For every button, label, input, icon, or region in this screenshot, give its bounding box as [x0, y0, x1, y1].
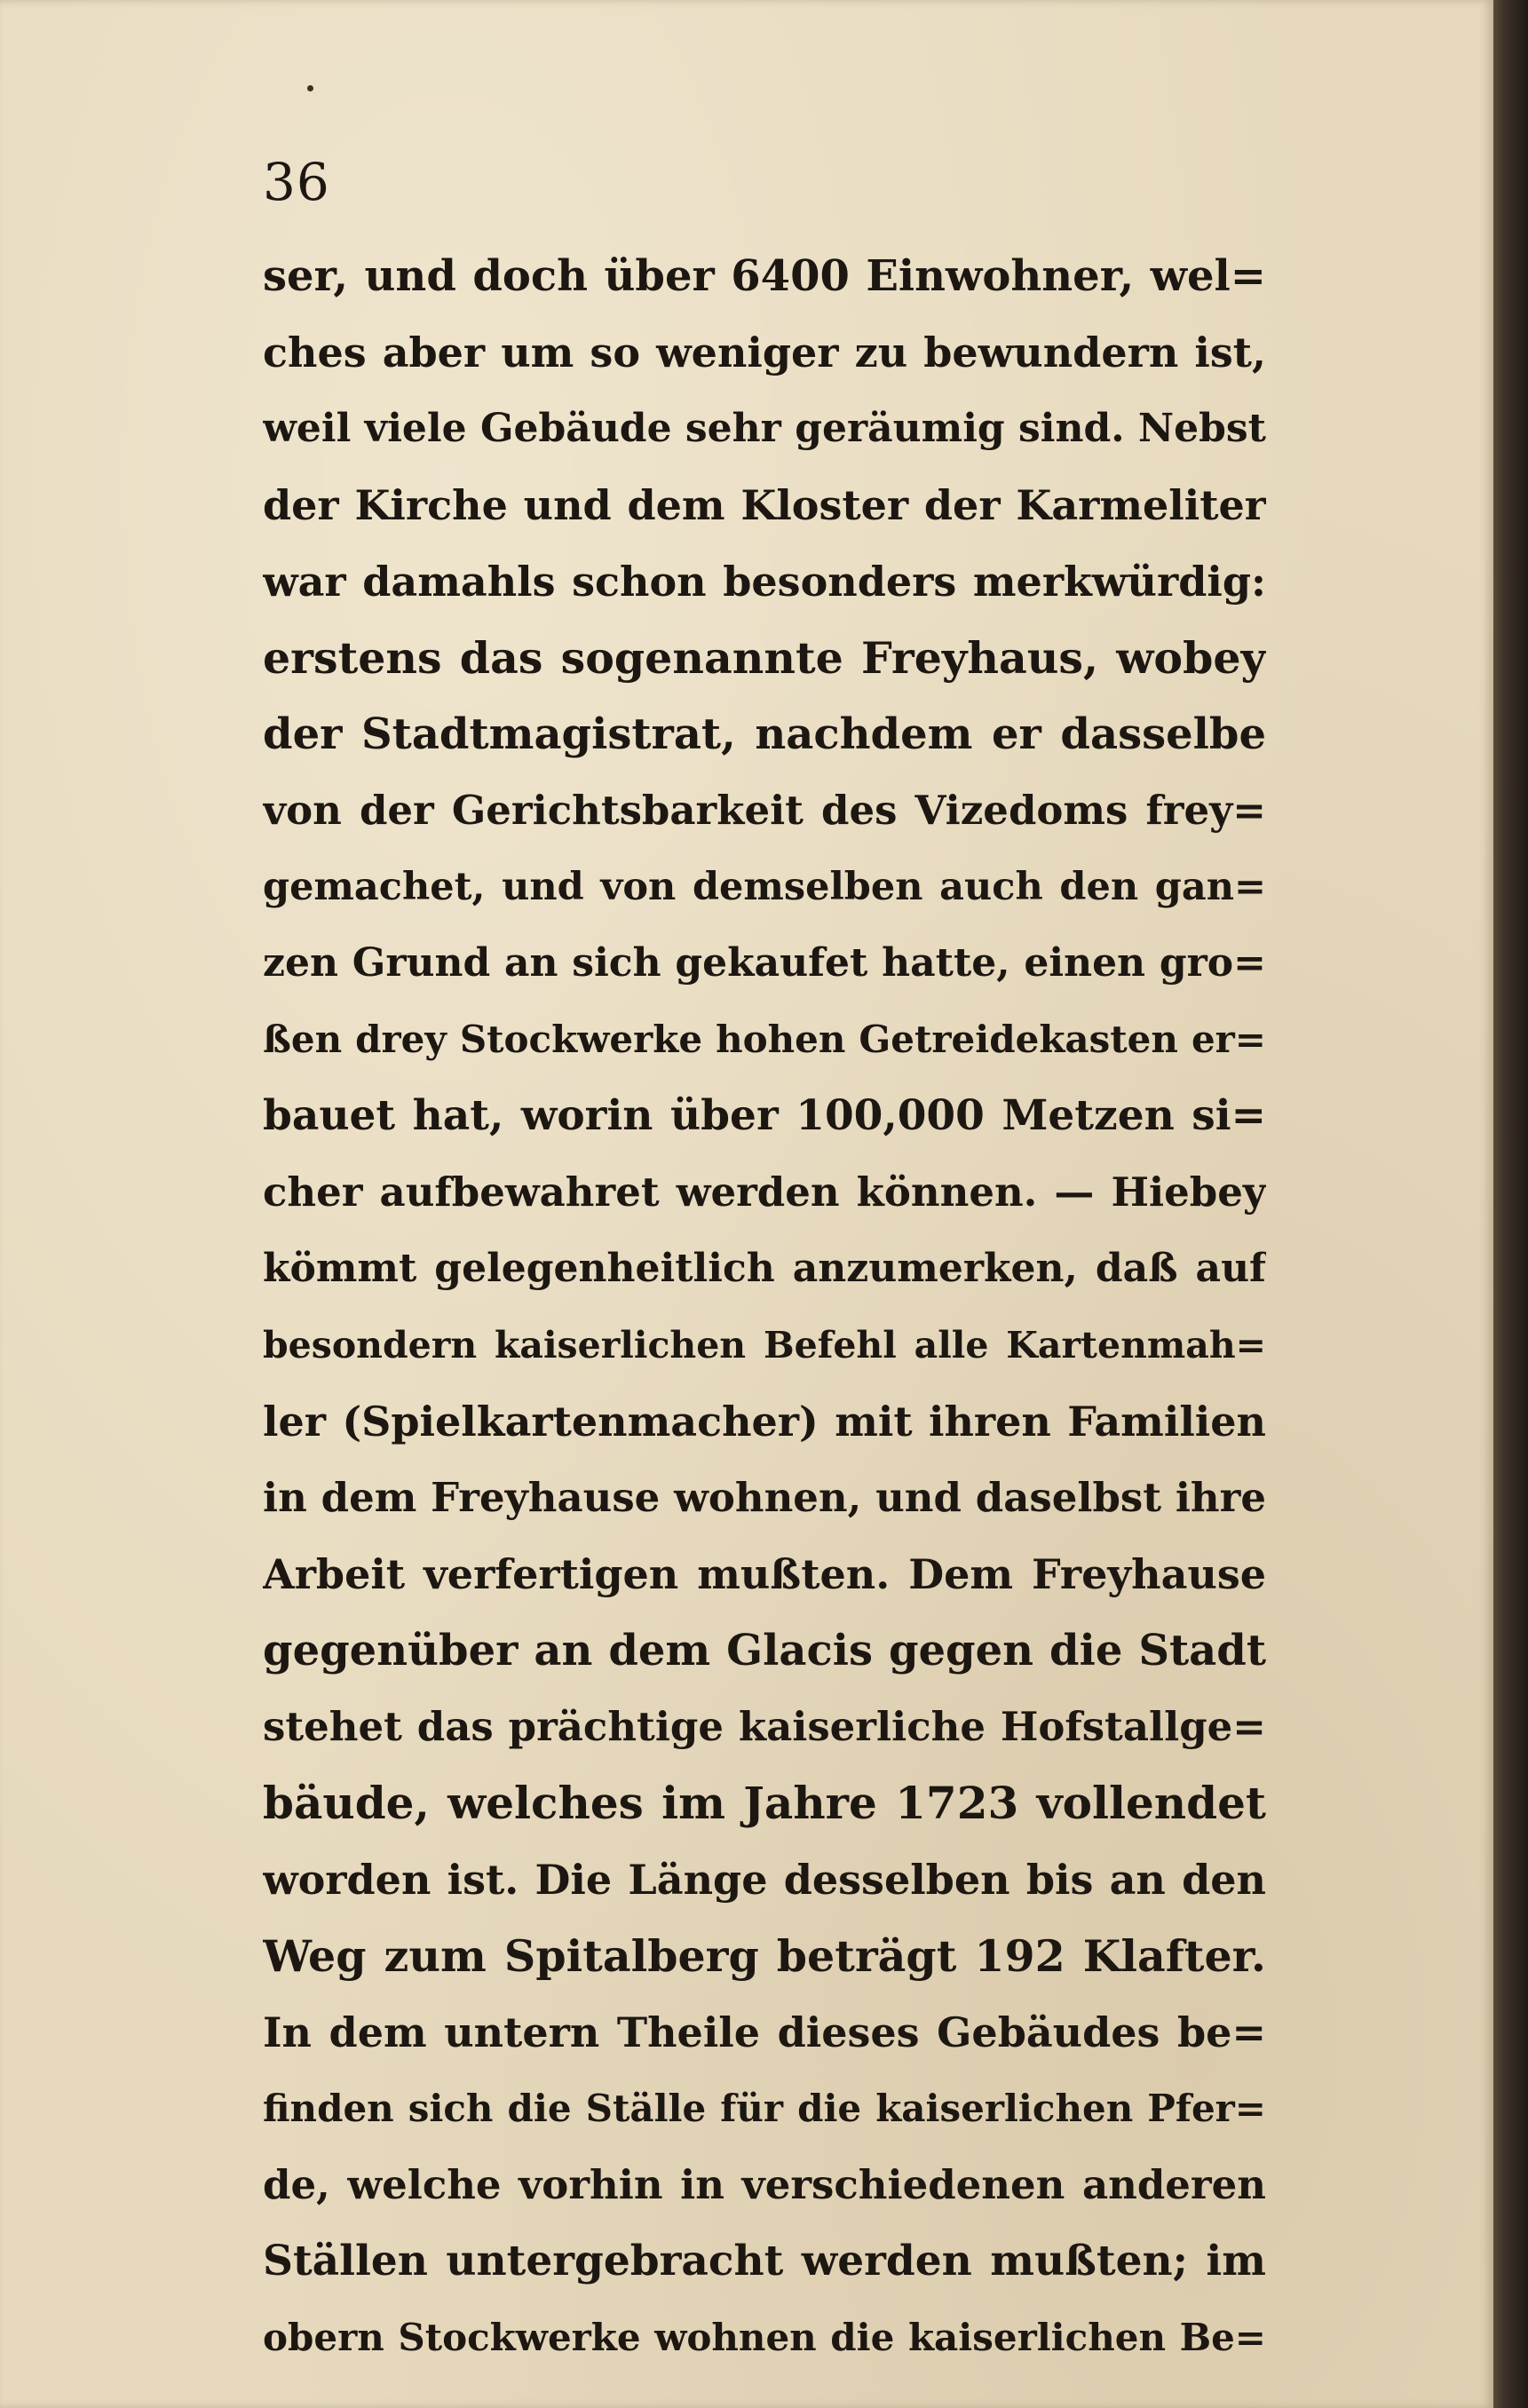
page-number: 36 [263, 152, 330, 212]
text-line: cher aufbewahret werden können. — Hiebey [263, 1168, 1266, 1216]
text-line: in dem Freyhause wohnen, und daselbst ihre [263, 1474, 1266, 1521]
body-text [263, 238, 1266, 2376]
text-line: ser, und doch über 6400 Einwohner, wel= [263, 251, 1266, 301]
ink-speck [307, 85, 313, 91]
text-line: der Kirche und dem Kloster der Karmeliter [263, 481, 1266, 529]
text-line: de, welche vorhin in verschiedenen anderen [263, 2161, 1266, 2208]
book-edge [1493, 0, 1528, 2408]
text-line: In dem untern Theile dieses Gebäudes be= [263, 2008, 1266, 2056]
text-line: bäude, welches im Jahre 1723 vollendet [263, 1777, 1266, 1829]
text-line: finden sich die Ställe für die kaiserlichen Pfer= [263, 2087, 1266, 2130]
text-line: war damahls schon besonders merkwürdig: [263, 558, 1266, 606]
text-line: gemachet, und von demselben auch den gan= [263, 865, 1266, 909]
text-line: ches aber um so weniger zu bewundern ist, [263, 329, 1266, 376]
text-line: erstens das sogenannte Freyhaus, wobey [263, 632, 1266, 684]
text-line: kömmt gelegenheitlich anzumerken, daß auf [263, 1246, 1266, 1291]
text-line: gegenüber an dem Glacis gegen die Stadt [263, 1626, 1266, 1675]
text-line: Arbeit verfertigen mußten. Dem Freyhause [263, 1550, 1266, 1598]
text-line: Weg zum Spitalberg beträgt 192 Klafter. [263, 1930, 1266, 1982]
text-line: stehet das prächtige kaiserliche Hofstallge= [263, 1703, 1266, 1750]
text-line: Ställen untergebracht werden mußten; im [263, 2237, 1266, 2285]
text-line: worden ist. Die Länge desselben bis an den [263, 1856, 1266, 1904]
text-line: ßen drey Stockwerke hohen Getreidekasten er= [263, 1018, 1266, 1061]
text-line: obern Stockwerke wohnen die kaiserlichen Be= [263, 2316, 1266, 2359]
text-line: bauet hat, worin über 100,000 Metzen si= [263, 1091, 1266, 1140]
text-line: der Stadtmagistrat, nachdem er dasselbe [263, 709, 1266, 759]
text-line: weil viele Gebäude sehr geräumig sind. Nebst [263, 406, 1266, 451]
text-line: besondern kaiserlichen Befehl alle Kartenmah= [263, 1324, 1266, 1366]
text-line: von der Gerichtsbarkeit des Vizedoms frey= [263, 787, 1266, 834]
text-line: zen Grund an sich gekaufet hatte, einen gro= [263, 940, 1266, 986]
text-line: ler (Spielkartenmacher) mit ihren Familien [263, 1398, 1266, 1446]
